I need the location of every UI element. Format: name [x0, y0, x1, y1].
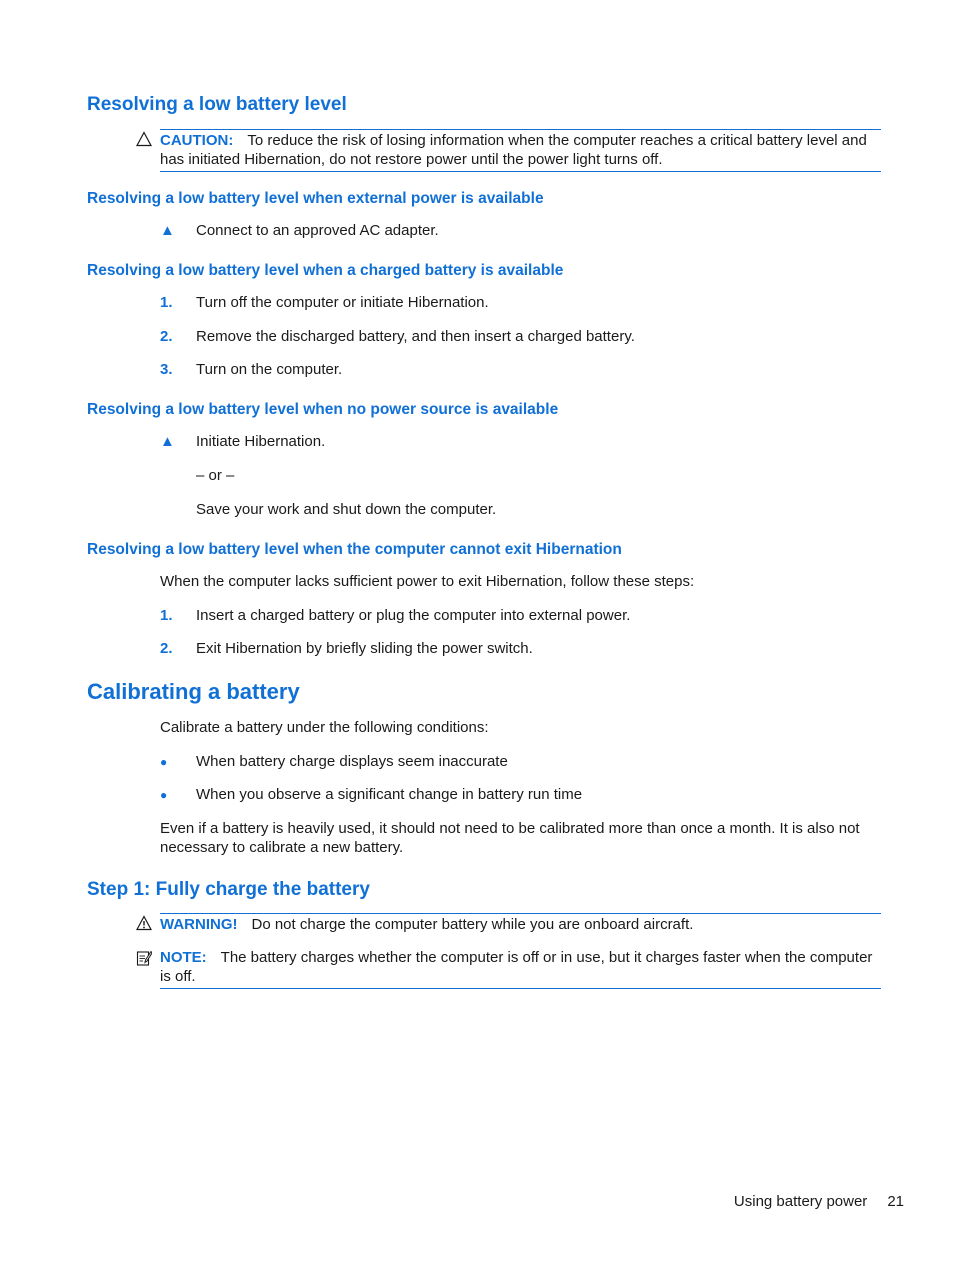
caution-label: CAUTION:	[160, 132, 234, 149]
list-item	[160, 293, 882, 312]
triangle-bullet-icon: ▲	[160, 433, 175, 450]
alternative-step: Save your work and shut down the computer.	[196, 501, 497, 518]
intro-paragraph: Calibrate a battery under the following conditions:	[160, 719, 489, 736]
subheading-charged-battery: Resolving a low battery level when a charged battery is available	[87, 262, 564, 279]
list-number: 3.	[160, 361, 173, 378]
list-number: 1.	[160, 294, 173, 311]
page-footer	[734, 1192, 904, 1211]
dot-bullet-icon: ●	[160, 755, 168, 769]
list-item	[160, 752, 882, 771]
list-number: 1.	[160, 607, 173, 624]
note-text: The battery charges whether the computer is off or in use, but it charges faster when the computer is off.	[160, 949, 873, 985]
list-item-text: Insert a charged battery or plug the computer into external power.	[196, 607, 631, 624]
subsection-heading-step1: Step 1: Fully charge the battery	[87, 879, 370, 900]
triangle-bullet-icon: ▲	[160, 222, 175, 239]
list-item-text: Turn on the computer.	[196, 361, 343, 378]
warning-text: Do not charge the computer battery while you are onboard aircraft.	[251, 916, 694, 933]
list-number: 2.	[160, 640, 173, 657]
list-item	[160, 432, 882, 451]
list-item-text: Initiate Hibernation.	[196, 433, 326, 450]
list-item-text: When you observe a significant change in battery run time	[196, 786, 583, 803]
intro-paragraph: When the computer lacks sufficient power to exit Hibernation, follow these steps:	[160, 573, 695, 590]
list-item-text: Exit Hibernation by briefly sliding the power switch.	[196, 640, 533, 657]
caution-text: To reduce the risk of losing information when the computer reaches a critical battery level and has initiated Hibernation, do not restore power until the power light turns off.	[160, 132, 867, 168]
list-item-text: Connect to an approved AC adapter.	[196, 222, 439, 239]
list-item-text: Turn off the computer or initiate Hibernation.	[196, 294, 489, 311]
list-number: 2.	[160, 328, 173, 345]
warning-label: WARNING!	[160, 916, 238, 933]
list-item	[160, 221, 882, 240]
note-label: NOTE:	[160, 949, 207, 966]
footer-section-title: Using battery power	[733, 1193, 868, 1210]
list-item	[160, 327, 882, 346]
list-item-text: Remove the discharged battery, and then insert a charged battery.	[196, 328, 635, 345]
note-icon	[136, 950, 152, 966]
section-heading-low-battery: Resolving a low battery level	[87, 94, 347, 115]
caution-notice	[160, 129, 881, 172]
section-heading-calibrating: Calibrating a battery	[87, 679, 300, 704]
subheading-cannot-exit-hibernation: Resolving a low battery level when the computer cannot exit Hibernation	[87, 541, 622, 558]
page-number: 21	[887, 1193, 904, 1210]
list-item	[160, 360, 882, 379]
or-separator: – or –	[196, 467, 235, 484]
list-item	[160, 785, 882, 804]
warning-notice	[160, 913, 881, 934]
calibration-note-paragraph: Even if a battery is heavily used, it should not need to be calibrated more than once a month. It is also not necessary to calibrate a new battery.	[160, 820, 860, 856]
warning-icon	[136, 915, 152, 931]
list-item	[160, 639, 882, 658]
note-notice	[160, 948, 881, 989]
list-item	[160, 606, 882, 625]
subheading-external-power: Resolving a low battery level when external power is available	[87, 190, 544, 207]
list-item-text: When battery charge displays seem inaccurate	[196, 753, 508, 770]
subheading-no-power: Resolving a low battery level when no power source is available	[87, 401, 559, 418]
caution-icon	[136, 131, 152, 147]
dot-bullet-icon: ●	[160, 788, 168, 802]
